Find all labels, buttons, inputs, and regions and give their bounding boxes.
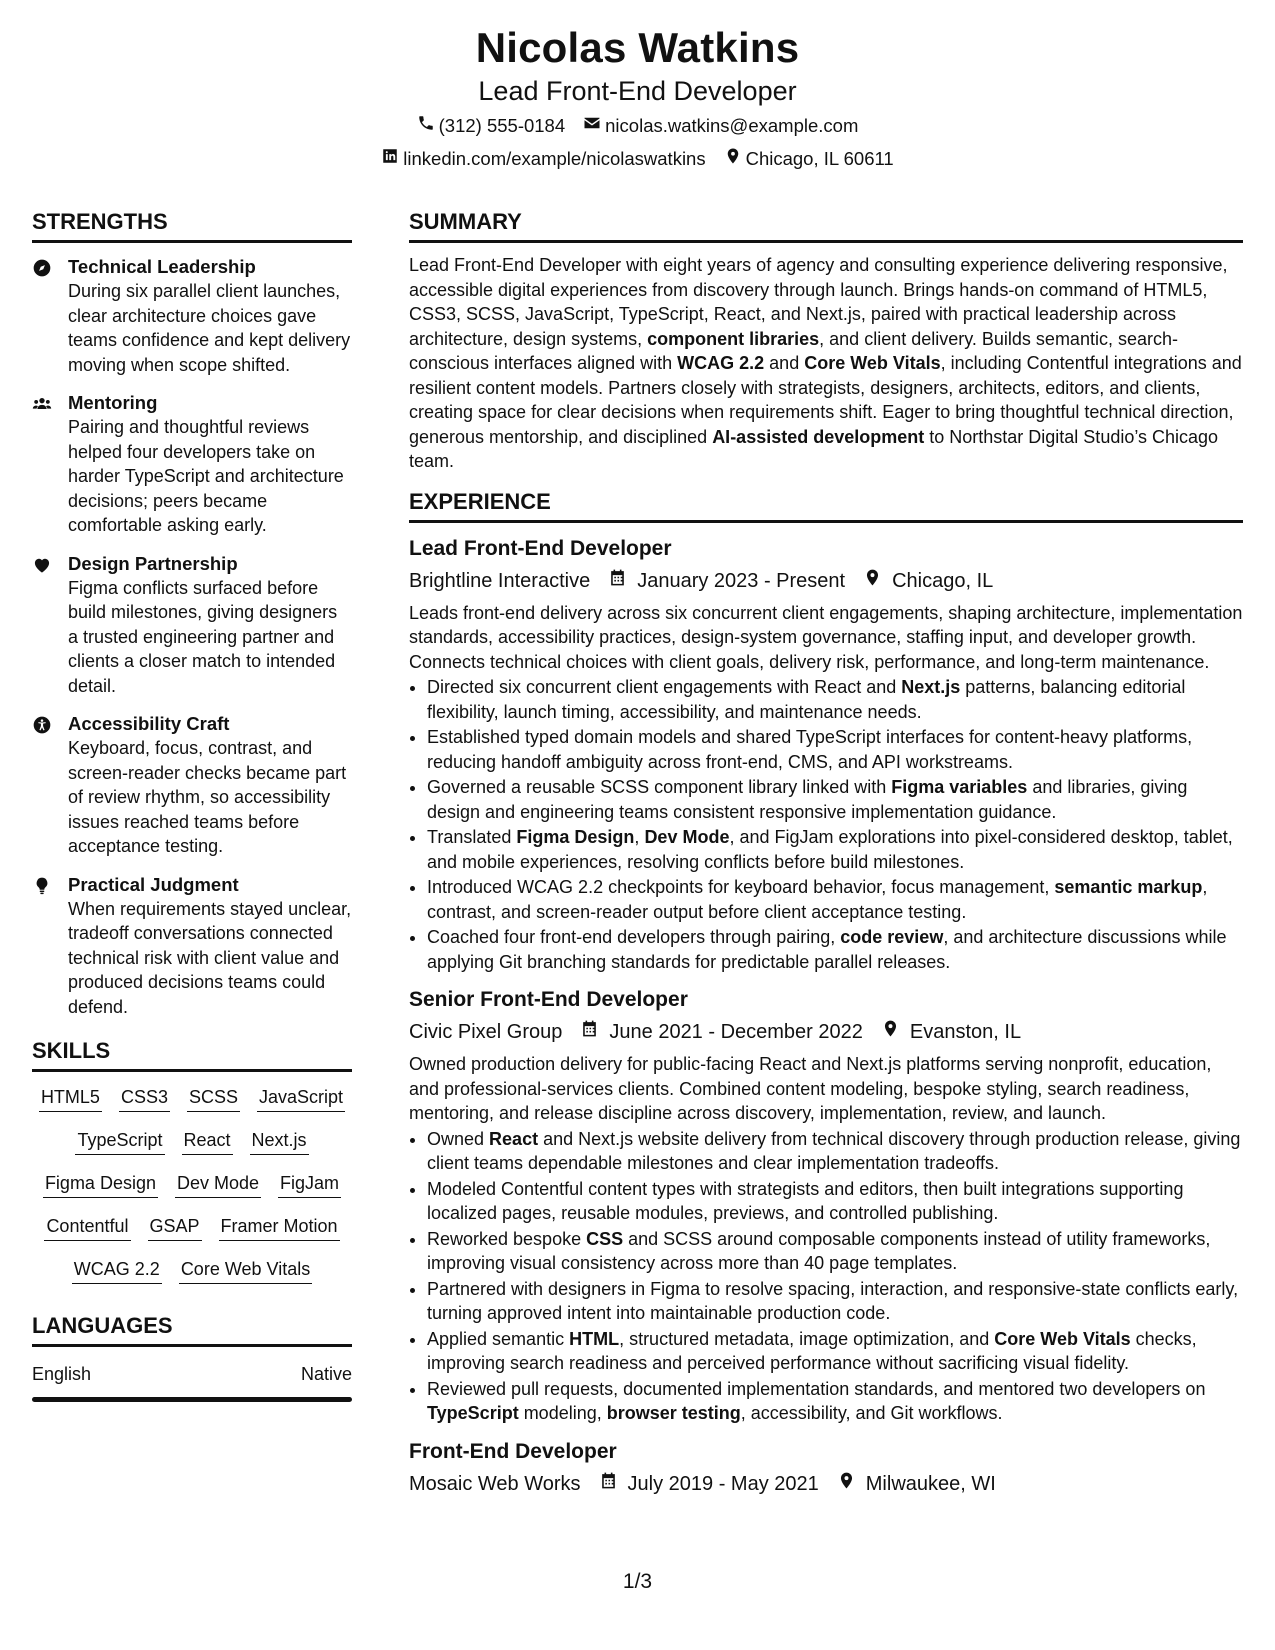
bold-keyword: Core Web Vitals — [994, 1328, 1131, 1349]
lightbulb-icon — [32, 873, 54, 1020]
skill-tag: SCSS — [187, 1084, 240, 1112]
map-pin-icon — [863, 567, 882, 595]
strength-desc: Keyboard, focus, contrast, and screen-reader checks became part of review rhythm, so accessibility issues reached teams before acceptance testing. — [68, 738, 347, 856]
summary-title: SUMMARY — [409, 208, 1243, 243]
job-list — [409, 535, 1243, 1498]
skill-tag: Core Web Vitals — [179, 1256, 312, 1284]
text-segment: modeling, — [518, 1403, 607, 1423]
contact-row-2 — [0, 147, 1275, 171]
text-segment: , and architecture discussions while applying Git branching standards for predictable parallel releases. — [427, 927, 1227, 972]
bullet-item — [427, 1177, 1243, 1226]
bullet-item — [427, 725, 1243, 774]
job-entry — [409, 986, 1243, 1426]
job-bullets — [409, 675, 1243, 974]
dates-text: July 2019 - May 2021 — [627, 1472, 819, 1495]
text-segment: Reviewed pull requests, documented implementation standards, and mentored two developers on — [427, 1378, 1206, 1399]
accessibility-icon — [32, 712, 54, 859]
skill-tag: GSAP — [148, 1213, 202, 1241]
job-title: Lead Front-End Developer — [409, 536, 672, 560]
contact-phone — [417, 114, 566, 138]
job-meta — [409, 1470, 1243, 1498]
left-column — [32, 208, 352, 1402]
strength-item — [32, 391, 352, 538]
bullet-item — [427, 925, 1243, 974]
compass-icon — [32, 255, 54, 377]
bullet-item — [427, 675, 1243, 724]
linkedin-icon — [381, 147, 399, 171]
text-segment: and — [764, 353, 805, 373]
bullet-item — [427, 1127, 1243, 1176]
skill-tag: Framer Motion — [219, 1213, 340, 1241]
skill-tag: Next.js — [250, 1127, 309, 1155]
strength-title: Mentoring — [68, 392, 158, 413]
text-segment: Reworked bespoke — [427, 1228, 587, 1249]
resume-header — [0, 22, 1275, 171]
phone-text: (312) 555-0184 — [438, 115, 566, 136]
strength-item — [32, 255, 352, 377]
text-segment: , accessibility, and Git workflows. — [740, 1403, 1003, 1423]
text-segment: Coached four front-end developers through pairing, — [427, 927, 841, 947]
bullet-item — [427, 1377, 1243, 1426]
contact-location — [724, 147, 894, 171]
text-segment: checks, improving search readiness and perceived performance without sacrificing visual fidelity. — [427, 1328, 1197, 1373]
job-company — [409, 1018, 562, 1046]
skill-row — [32, 1256, 352, 1284]
text-segment: Directed six concurrent client engagements with React and — [427, 677, 902, 697]
contact-email[interactable] — [583, 114, 858, 138]
location-text: Chicago, IL 60611 — [745, 148, 894, 169]
experience-section — [409, 488, 1243, 1498]
dates-text: June 2021 - December 2022 — [609, 1021, 863, 1043]
skills-list — [32, 1084, 352, 1284]
text-segment: Governed a reusable SCSS component library linked with — [427, 777, 892, 797]
bold-keyword: React — [489, 1128, 539, 1149]
bold-keyword: Core Web Vitals — [804, 353, 941, 373]
right-column — [409, 208, 1243, 1510]
candidate-headline: Lead Front-End Developer — [478, 76, 797, 106]
skill-row — [32, 1084, 352, 1112]
job-dates — [608, 567, 845, 595]
skill-tag: WCAG 2.2 — [72, 1256, 162, 1284]
language-name: English — [32, 1364, 92, 1384]
map-pin-icon — [837, 1470, 856, 1498]
job-meta — [409, 1018, 1243, 1046]
skill-row — [32, 1213, 352, 1241]
bullet-item — [427, 825, 1243, 874]
strength-desc: Pairing and thoughtful reviews helped four developers take on harder TypeScript and architecture decisions; peers became comfortable asking early. — [68, 417, 344, 535]
bullet-item — [427, 775, 1243, 824]
job-location — [837, 1470, 996, 1498]
job-company — [409, 567, 590, 595]
text-segment: Modeled Contentful content types with strategists and editors, then built integrations supporting localized pages, reusable modules, previews, and controlled publishing. — [427, 1178, 1184, 1223]
map-pin-icon — [881, 1018, 900, 1046]
bold-keyword: Next.js — [901, 677, 961, 697]
envelope-icon — [583, 114, 601, 138]
calendar-icon — [599, 1470, 618, 1498]
experience-title: EXPERIENCE — [409, 488, 1243, 523]
job-dates — [599, 1470, 819, 1498]
text-segment: Owned — [427, 1128, 490, 1149]
text-segment: Introduced WCAG 2.2 checkpoints for keyboard behavior, focus management, — [427, 877, 1055, 897]
job-location — [863, 567, 993, 595]
job-description: Owned production delivery for public-facing React and Next.js platforms serving nonprofit, education, and professional-services clients. Combined content modeling, bespoke styling, search readiness, mentoring, and release discipline across discovery, implementation, review, and launch. — [409, 1054, 1212, 1123]
map-pin-icon — [724, 147, 742, 171]
language-proficiency-bar — [32, 1397, 352, 1402]
skill-tag: CSS3 — [119, 1084, 170, 1112]
skill-tag: HTML5 — [39, 1084, 102, 1112]
text-segment: Applied semantic — [427, 1328, 570, 1349]
strength-item — [32, 873, 352, 1020]
skill-tag: JavaScript — [257, 1084, 345, 1112]
text-segment: patterns, balancing editorial flexibility, launch timing, accessibility, and maintenance needs. — [427, 677, 1186, 722]
strength-title: Accessibility Craft — [68, 713, 230, 734]
candidate-name: Nicolas Watkins — [475, 24, 800, 71]
text-segment: Translated — [427, 827, 517, 847]
text-segment: and SCSS around composable components instead of utility frameworks, improving visual consistency across more than 40 page templates. — [427, 1228, 1211, 1273]
languages-section — [32, 1312, 352, 1402]
bullet-item — [427, 1277, 1243, 1326]
users-icon — [32, 391, 54, 538]
bold-keyword: TypeScript — [427, 1403, 519, 1423]
text-segment: to Northstar Digital Studio’s Chicago team. — [409, 426, 1219, 471]
skill-tag: React — [182, 1127, 233, 1155]
text-segment: , including Contentful integrations and resilient content models. Partners closely with strategists, designers, architects, editors, and clients, creating space for clear decisions when requirements shift. Eager to bring thoughtful technical direction, generous mentorship, and disciplined — [409, 353, 1242, 447]
bold-keyword: component libraries — [647, 328, 820, 349]
text-segment: Partnered with designers in Figma to resolve spacing, interaction, and responsive-state conflicts early, turning approved intent into maintainable production code. — [427, 1278, 1239, 1323]
text-segment: , and client delivery. Builds semantic, search-conscious interfaces aligned with — [409, 328, 1178, 373]
page-number: 1/3 — [622, 1570, 653, 1593]
bold-keyword: code review — [840, 927, 944, 947]
skill-row — [32, 1127, 352, 1155]
bullet-item — [427, 1227, 1243, 1276]
job-company — [409, 1470, 581, 1498]
strength-title: Practical Judgment — [68, 873, 239, 895]
text-segment: Lead Front-End Developer with eight years of agency and consulting experience delivering responsive, accessible digital experiences from discovery through launch. Brings hands-on command of HTML5, CSS3, SCSS, JavaScript, TypeScript, React, and Next.js, paired with practical leadership across architecture, design systems, — [409, 255, 1228, 349]
bullet-item — [427, 1327, 1243, 1376]
job-location-text: Chicago, IL — [892, 569, 994, 592]
strengths-title: STRENGTHS — [32, 208, 352, 243]
company-text: Civic Pixel Group — [409, 1021, 563, 1043]
bold-keyword: CSS — [586, 1228, 624, 1249]
bold-keyword: Figma variables — [891, 777, 1028, 797]
phone-icon — [417, 114, 435, 138]
text-segment: Established typed domain models and shared TypeScript interfaces for content-heavy platforms, reducing handoff ambiguity across front-end, CMS, and API workstreams. — [427, 727, 1193, 772]
skills-title: SKILLS — [32, 1037, 352, 1072]
job-description: Leads front-end delivery across six concurrent client engagements, shaping architecture, implementation standards, accessibility practices, design-system governance, staffing input, and developer growth. Connects technical choices with client goals, delivery risk, performance, and long-term maintenance. — [409, 602, 1243, 672]
job-meta — [409, 567, 1243, 595]
bold-keyword: WCAG 2.2 — [677, 353, 765, 373]
job-entry — [409, 1438, 1243, 1498]
job-location-text: Milwaukee, WI — [865, 1472, 996, 1495]
bold-keyword: Figma Design — [516, 827, 635, 847]
company-text: Mosaic Web Works — [409, 1472, 581, 1495]
job-title: Senior Front-End Developer — [409, 988, 688, 1011]
company-text: Brightline Interactive — [409, 569, 591, 592]
strength-item — [32, 552, 352, 699]
skill-tag: Dev Mode — [175, 1170, 261, 1198]
text-segment: and Next.js website delivery from technical discovery through production release, giving client teams dependable milestones and clear implementation tradeoffs. — [427, 1128, 1241, 1173]
job-entry — [409, 535, 1243, 975]
strength-title: Design Partnership — [68, 552, 238, 574]
job-location-text: Evanston, IL — [909, 1021, 1022, 1043]
skill-tag: Contentful — [44, 1213, 130, 1241]
strength-desc: Figma conflicts surfaced before build milestones, giving designers a trusted engineering partner and clients a closer match to intended detail. — [68, 577, 338, 696]
strength-desc: When requirements stayed unclear, tradeoff conversations connected technical risk with client value and produced decisions teams could defend. — [68, 898, 352, 1017]
job-dates — [580, 1018, 863, 1046]
text-segment: , — [634, 827, 645, 847]
linkedin-text: linkedin.com/example/nicolaswatkins — [403, 148, 706, 169]
contact-linkedin[interactable] — [381, 147, 705, 171]
text-segment: and libraries, giving design and engineering teams consistent responsive implementation guidance. — [427, 777, 1188, 822]
skill-tag: TypeScript — [75, 1127, 164, 1155]
calendar-icon — [580, 1018, 599, 1046]
text-segment: , structured metadata, image optimization, and — [619, 1328, 995, 1349]
skill-tag: FigJam — [278, 1170, 341, 1198]
calendar-icon — [608, 567, 627, 595]
job-title: Front-End Developer — [409, 1439, 617, 1463]
bold-keyword: browser testing — [606, 1403, 741, 1423]
summary-text — [409, 253, 1243, 474]
job-location — [881, 1018, 1021, 1046]
text-segment: , and FigJam explorations into pixel-considered desktop, tablet, and mobile experiences, resolving conflicts before build milestones. — [427, 827, 1233, 872]
bold-keyword: Dev Mode — [644, 827, 730, 847]
dates-text: January 2023 - Present — [637, 569, 846, 592]
strength-title: Technical Leadership — [68, 256, 256, 277]
text-segment: , contrast, and screen-reader output before client acceptance testing. — [427, 877, 1208, 922]
strength-item — [32, 712, 352, 859]
skills-section — [32, 1037, 352, 1284]
language-row — [32, 1359, 352, 1387]
email-text: nicolas.watkins@example.com — [605, 115, 859, 136]
bullet-item — [427, 875, 1243, 924]
contact-row-1 — [0, 114, 1275, 138]
bold-keyword: semantic markup — [1054, 877, 1203, 897]
bold-keyword: AI-assisted development — [712, 426, 925, 447]
skill-tag: Figma Design — [43, 1170, 158, 1198]
skill-row — [32, 1170, 352, 1198]
job-bullets — [409, 1127, 1243, 1426]
languages-title: LANGUAGES — [32, 1312, 352, 1347]
heart-icon — [32, 552, 54, 699]
language-level: Native — [300, 1364, 352, 1384]
strength-desc: During six parallel client launches, clear architecture choices gave teams confidence and kept delivery moving when scope shifted. — [68, 281, 351, 375]
bold-keyword: HTML — [569, 1328, 620, 1349]
